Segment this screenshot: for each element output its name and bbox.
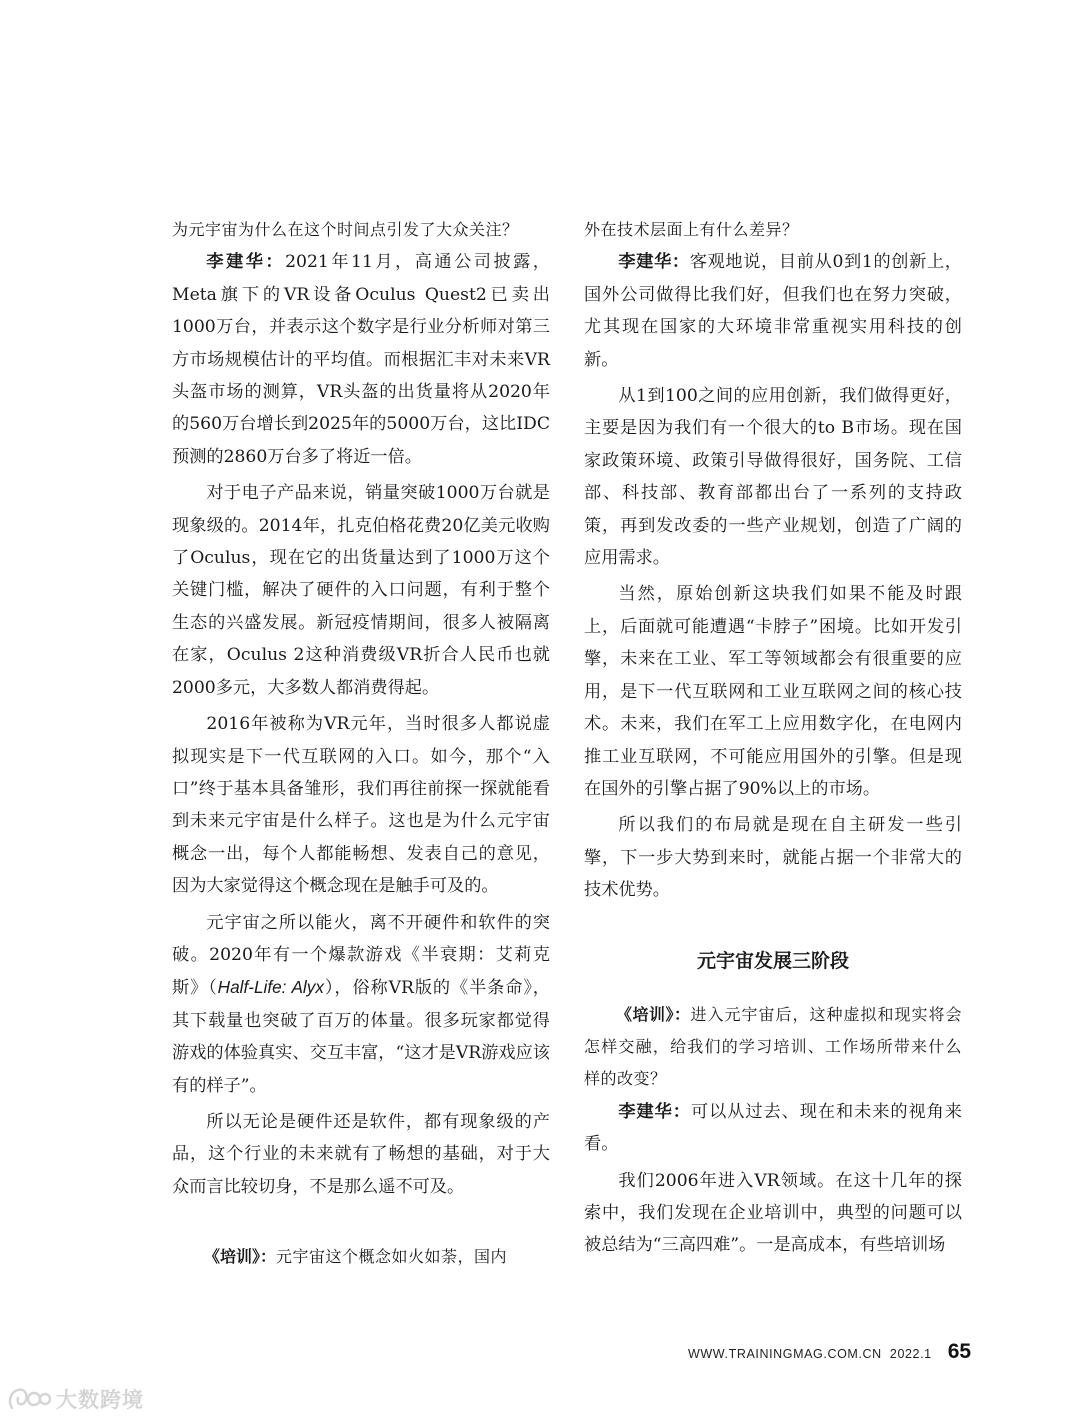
answer-text: 2021年11月，高通公司披露，Meta旗下的VR设备Oculus Quest2已卖出1000万台，并表示这个数字是行业分析师对第三方市场规模估计的平均值。而根据汇丰对未来VR头盔市场的测算，VR头盔的出货量将从2020年的560万台增长到2025年的5000万台，这比IDC预测的2860万台多了将近一倍。: [172, 252, 550, 467]
body-paragraph: 2016年被称为VR元年，当时很多人都说虚拟现实是下一代互联网的入口。如今，那个“入口”终于基本具备雏形，我们再往前探一探就能看到未来元宇宙是什么样子。这也是为什么元宇宙概念一出，每个人都能畅想、发表自己的意见，因为大家觉得这个概念现在是触手可及的。: [172, 714, 550, 897]
question-paragraph: [584, 999, 962, 1096]
magazine-label: 《培训》：: [204, 1247, 277, 1267]
answer-paragraph: [172, 246, 550, 473]
answer-paragraph: [584, 1096, 962, 1161]
speaker-label: 李建华：: [618, 1101, 691, 1122]
footer-website: [688, 1347, 932, 1361]
footer-issue: 2022.1: [889, 1347, 932, 1361]
question-continued: 为元宇宙为什么在这个时间点引发了大众关注？: [172, 220, 519, 239]
section-heading: 元宇宙发展三阶段: [696, 949, 849, 972]
watermark-text: 大数跨境: [56, 1388, 144, 1412]
left-column: [172, 214, 550, 1274]
page-number: 65: [947, 1340, 972, 1363]
body-text: ），俗称VR版的《半条命》，其下载量也突破了百万的体量。很多玩家都觉得游戏的体验真实、交互丰富，“这才是VR游戏应该有的样子”。: [172, 978, 550, 1096]
question-paragraph: [172, 1241, 550, 1273]
spacer: [172, 1203, 550, 1241]
question-text: 元宇宙这个概念如火如荼，国内: [276, 1247, 508, 1267]
magazine-label: 《培训》：: [616, 1004, 691, 1024]
watermark-logo-icon: [6, 1384, 52, 1414]
body-paragraph: 所以我们的布局就是现在自主研发一些引擎，下一步大势到来时，就能占据一个非常大的技术优势。: [584, 815, 962, 901]
body-paragraph: 所以无论是硬件还是软件，都有现象级的产品，这个行业的未来就有了畅想的基础，对于大众而言比较切身，不是那么遥不可及。: [172, 1111, 550, 1197]
body-paragraph: 对于电子产品来说，销量突破1000万台就是现象级的。2014年，扎克伯格花费20亿美元收购了Oculus，现在它的出货量达到了1000万这个关键门槛，解决了硬件的入口问题，有利于整个生态的兴盛发展。新冠疫情期间，很多人被隔离在家，Oculus 2这种消费级VR折合人民币也就2000多元，大多数人都消费得起。: [172, 483, 550, 698]
body-paragraph: 从1到100之间的应用创新，我们做得更好，主要是因为我们有一个很大的to B市场。现在国家政策环境、政策引导做得很好，国务院、工信部、科技部、教育部都出台了一系列的支持政策，再到发改委的一些产业规划，创造了广阔的应用需求。: [584, 386, 962, 569]
answer-text: 客观地说，目前从0到1的创新上，国外公司做得比我们好，但我们也在努力突破，尤其现在国家的大环境非常重视实用科技的创新。: [584, 252, 962, 370]
game-title: Half-Life: Alyx: [217, 977, 324, 998]
speaker-label: 李建华：: [618, 252, 690, 273]
question-continued: 外在技术层面上有什么差异？: [584, 220, 799, 239]
spacer: [584, 977, 962, 999]
right-column: [584, 214, 962, 1262]
body-paragraph: 当然，原始创新这块我们如果不能及时跟上，后面就可能遭遇“卡脖子”困境。比如开发引擎，未来在工业、军工等领域都会有很重要的应用，是下一代互联网和工业互联网之间的核心技术。未来，我们在军工上应用数字化，在电网内推工业互联网，不可能应用国外的引擎。但是现在国外的引擎占据了90%以上的市场。: [584, 584, 962, 799]
footer-url: WWW.TRAININGMAG.COM.CN: [688, 1347, 882, 1361]
body-text: 元宇宙之所以能火，离不开硬件和软件的突破。2020年有一个爆款游戏《半衰期：艾莉克斯》（: [172, 912, 550, 999]
answer-paragraph: [584, 246, 962, 376]
body-paragraph: 我们2006年进入VR领域。在这十几年的探索中，我们发现在企业培训中，典型的问题可以被总结为“三高四难”。一是高成本，有些培训场: [584, 1170, 962, 1256]
speaker-label: 李建华：: [206, 252, 286, 273]
spacer: [584, 907, 962, 945]
body-paragraph: [172, 907, 550, 1102]
watermark: [6, 1384, 144, 1414]
page-footer: [688, 1340, 971, 1364]
question-text: 进入元宇宙后，这种虚拟和现实将会怎样交融，给我们的学习培训、工作场所带来什么样的改变？: [584, 1004, 962, 1089]
answer-text: 可以从过去、现在和未来的视角来看。: [584, 1101, 962, 1155]
